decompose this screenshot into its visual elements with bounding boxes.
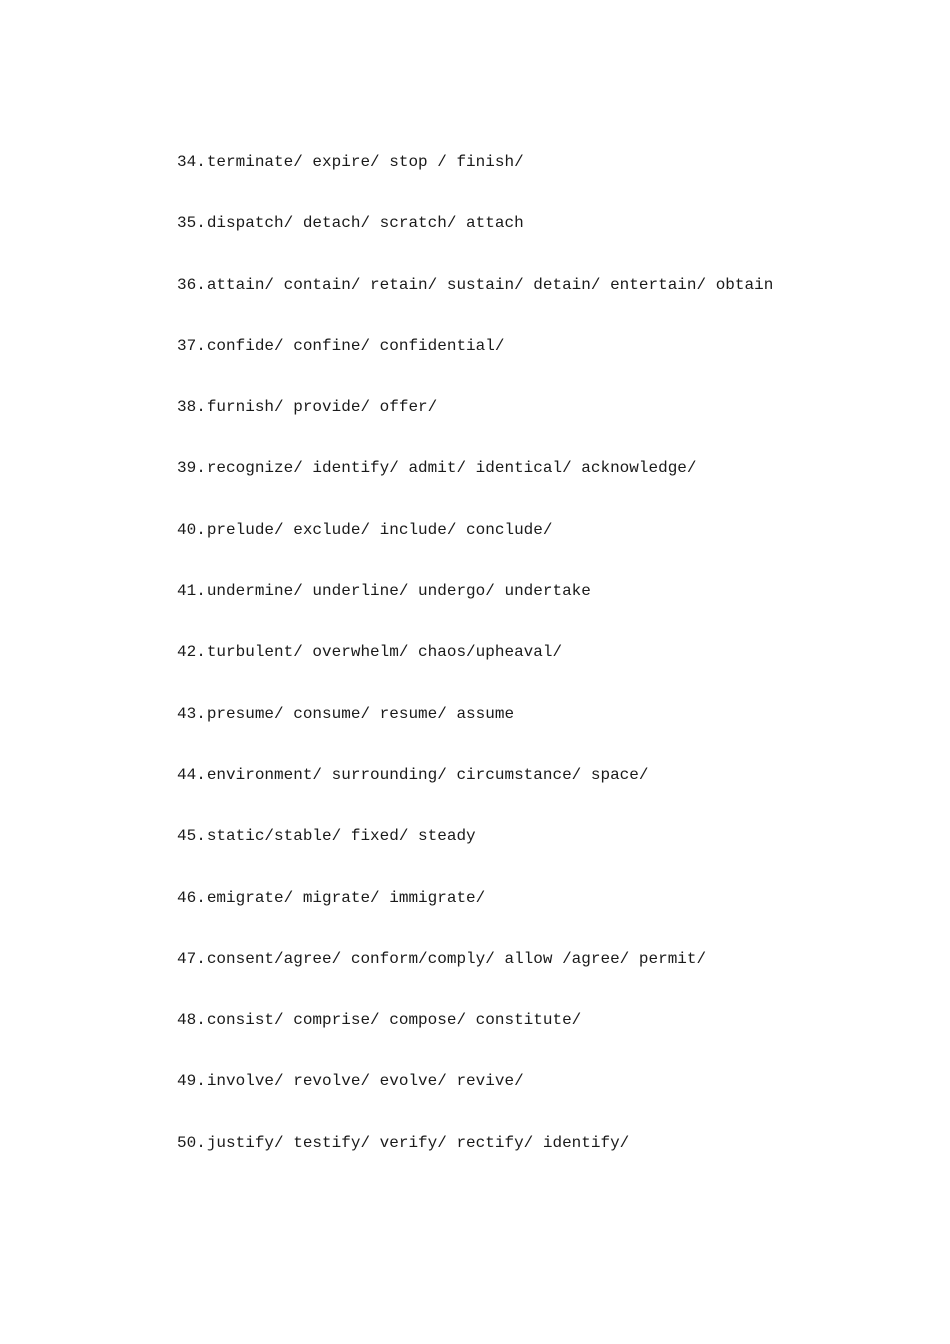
- list-item: [177, 393, 773, 454]
- list-item: [177, 1006, 773, 1067]
- entry-number: 35.: [177, 214, 206, 233]
- list-item: [177, 454, 773, 515]
- entry-text: attain/ contain/ retain/ sustain/ detain/ entertain/ obtain: [206, 275, 774, 294]
- entry-number: 45.: [177, 827, 206, 846]
- entry-number: 49.: [177, 1072, 206, 1091]
- entry-number: 38.: [177, 398, 206, 417]
- list-item: [177, 577, 773, 638]
- entry-number: 43.: [177, 704, 206, 723]
- entry-text: prelude/ exclude/ include/ conclude/: [206, 520, 553, 539]
- entry-text: turbulent/ overwhelm/ chaos/upheaval/: [206, 643, 563, 662]
- list-item: [177, 884, 773, 945]
- entry-text: undermine/ underline/ undergo/ undertake: [206, 582, 591, 601]
- entry-text: involve/ revolve/ evolve/ revive/: [206, 1072, 524, 1091]
- entry-text: confide/ confine/ confidential/: [206, 336, 505, 355]
- entry-text: consent/agree/ conform/comply/ allow /agree/ permit/: [206, 949, 707, 968]
- list-item: [177, 1067, 773, 1128]
- entry-number: 36.: [177, 275, 206, 294]
- list-item: [177, 761, 773, 822]
- entry-number: 50.: [177, 1133, 206, 1152]
- entry-number: 37.: [177, 336, 206, 355]
- vocabulary-list: [177, 148, 773, 1190]
- entry-text: terminate/ expire/ stop / finish/: [206, 153, 524, 171]
- entry-text: presume/ consume/ resume/ assume: [206, 704, 515, 723]
- entry-number: 47.: [177, 949, 206, 968]
- list-item: [177, 700, 773, 761]
- entry-number: 48.: [177, 1011, 206, 1030]
- list-item: [177, 209, 773, 270]
- entry-text: recognize/ identify/ admit/ identical/ acknowledge/: [206, 459, 697, 478]
- entry-text: static/stable/ fixed/ steady: [206, 827, 476, 846]
- list-item: [177, 148, 773, 209]
- entry-text: consist/ comprise/ compose/ constitute/: [206, 1011, 582, 1030]
- list-item: [177, 271, 773, 332]
- list-item: [177, 638, 773, 699]
- entry-number: 44.: [177, 765, 206, 784]
- entry-number: 40.: [177, 520, 206, 539]
- list-item: [177, 332, 773, 393]
- entry-number: 42.: [177, 643, 206, 662]
- list-item: [177, 1129, 773, 1190]
- entry-number: 34.: [177, 153, 206, 171]
- entry-text: environment/ surrounding/ circumstance/ space/: [206, 765, 649, 784]
- entry-text: dispatch/ detach/ scratch/ attach: [206, 214, 524, 233]
- list-item: [177, 822, 773, 883]
- entry-number: 46.: [177, 888, 206, 907]
- entry-text: emigrate/ migrate/ immigrate/: [206, 888, 486, 907]
- entry-text: furnish/ provide/ offer/: [206, 398, 438, 417]
- entry-number: 41.: [177, 582, 206, 601]
- list-item: [177, 945, 773, 1006]
- list-item: [177, 516, 773, 577]
- entry-text: justify/ testify/ verify/ rectify/ identify/: [206, 1133, 630, 1152]
- entry-number: 39.: [177, 459, 206, 478]
